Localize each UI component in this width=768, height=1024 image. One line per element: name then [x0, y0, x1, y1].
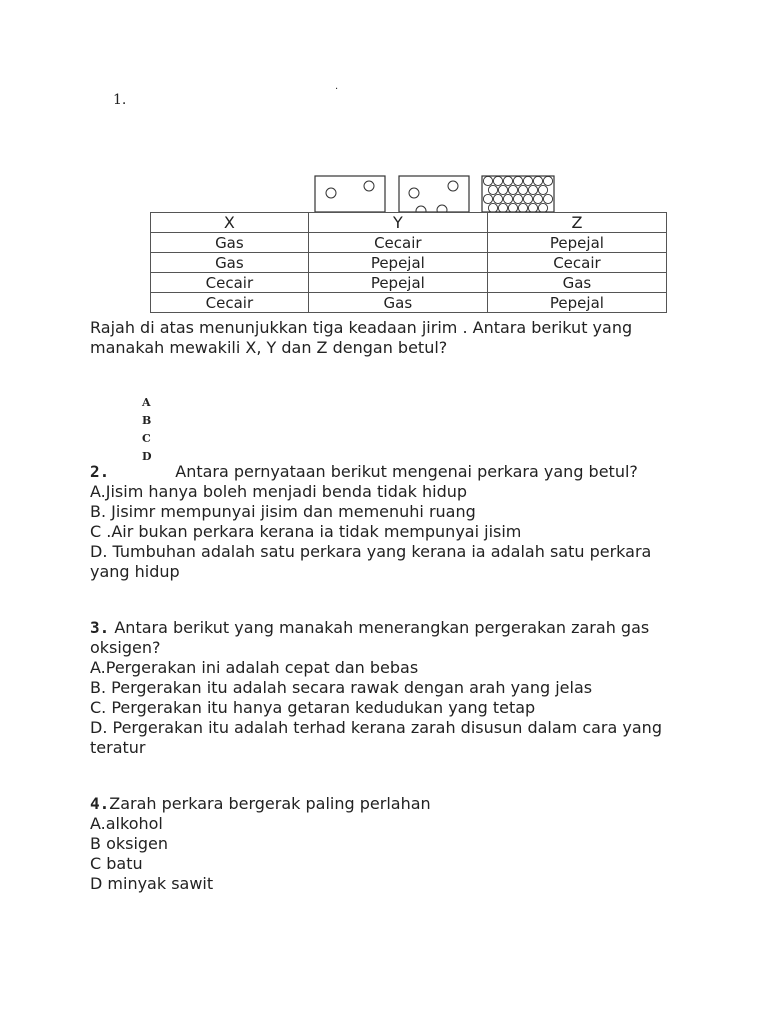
option-d-continued: yang hidup	[90, 562, 180, 581]
table-cell: Gas	[151, 253, 309, 273]
box-y-liquid	[399, 176, 469, 213]
table-cell: Pepejal	[487, 293, 666, 313]
question-4-number: 4.	[90, 794, 110, 813]
table-cell: Pepejal	[308, 253, 487, 273]
header-y: Y	[308, 213, 487, 233]
table-cell: Cecair	[487, 253, 666, 273]
table-header-row	[151, 213, 667, 233]
option-b: B. Pergerakan itu adalah secara rawak dengan arah yang jelas	[90, 678, 593, 697]
box-z-solid	[482, 176, 554, 213]
table-cell: Gas	[487, 273, 666, 293]
table-cell: Gas	[151, 233, 309, 253]
option-c: C. Pergerakan itu hanya getaran kedudukan yang tetap	[90, 698, 536, 717]
question-1-text	[90, 318, 690, 358]
question-2-number: 2.	[90, 462, 110, 481]
question-4-stem	[90, 794, 690, 814]
table-row	[151, 253, 667, 273]
question-3-stem	[90, 618, 690, 638]
table-row	[151, 233, 667, 253]
header-z: Z	[487, 213, 666, 233]
option-d: D minyak sawit	[90, 874, 214, 893]
option-d: D. Tumbuhan adalah satu perkara yang kerana ia adalah satu perkara	[90, 542, 652, 561]
table-cell: Cecair	[151, 273, 309, 293]
option-b: B. Jisimr mempunyai jisim dan memenuhi ruang	[90, 502, 476, 521]
option-c: C .Air bukan perkara kerana ia tidak mempunyai jisim	[90, 522, 522, 541]
question-1-line: Rajah di atas menunjukkan tiga keadaan jirim . Antara berikut yang	[90, 318, 633, 337]
letter-c: C	[142, 432, 151, 445]
question-1-number: 1.	[113, 92, 127, 108]
states-of-matter-diagram	[314, 175, 559, 213]
letter-a: A	[142, 396, 151, 409]
question-3-number: 3.	[90, 618, 110, 637]
question-3	[90, 618, 690, 758]
answer-options-table	[150, 212, 667, 313]
question-2	[90, 462, 690, 582]
question-4-text: Zarah perkara bergerak paling perlahan	[109, 794, 431, 813]
box-x-gas	[315, 176, 385, 212]
table-row	[151, 293, 667, 313]
option-a: A.Pergerakan ini adalah cepat dan bebas	[90, 658, 419, 677]
question-2-stem	[90, 462, 690, 482]
table-cell: Pepejal	[487, 233, 666, 253]
option-d: D. Pergerakan itu adalah terhad kerana zarah disusun dalam cara yang	[90, 718, 662, 737]
option-b: B oksigen	[90, 834, 169, 853]
question-3-text-continued: oksigen?	[90, 638, 161, 657]
option-d-continued: teratur	[90, 738, 146, 757]
option-c: C batu	[90, 854, 143, 873]
letter-d: D	[142, 450, 152, 463]
letter-b: B	[142, 414, 152, 427]
table-row	[151, 273, 667, 293]
header-x: X	[151, 213, 309, 233]
stray-dot: ·	[335, 84, 339, 95]
table-cell: Pepejal	[308, 273, 487, 293]
table-cell: Cecair	[308, 233, 487, 253]
question-1-line: manakah mewakili X, Y dan Z dengan betul?	[90, 338, 448, 357]
table-cell: Gas	[308, 293, 487, 313]
option-a: A.alkohol	[90, 814, 163, 833]
option-a: A.Jisim hanya boleh menjadi benda tidak hidup	[90, 482, 468, 501]
question-2-text: Antara pernyataan berikut mengenai perkara yang betul?	[175, 462, 638, 481]
question-4	[90, 794, 690, 894]
question-3-text: Antara berikut yang manakah menerangkan pergerakan zarah gas	[114, 618, 650, 637]
question-1-letters	[142, 394, 152, 466]
table-cell: Cecair	[151, 293, 309, 313]
